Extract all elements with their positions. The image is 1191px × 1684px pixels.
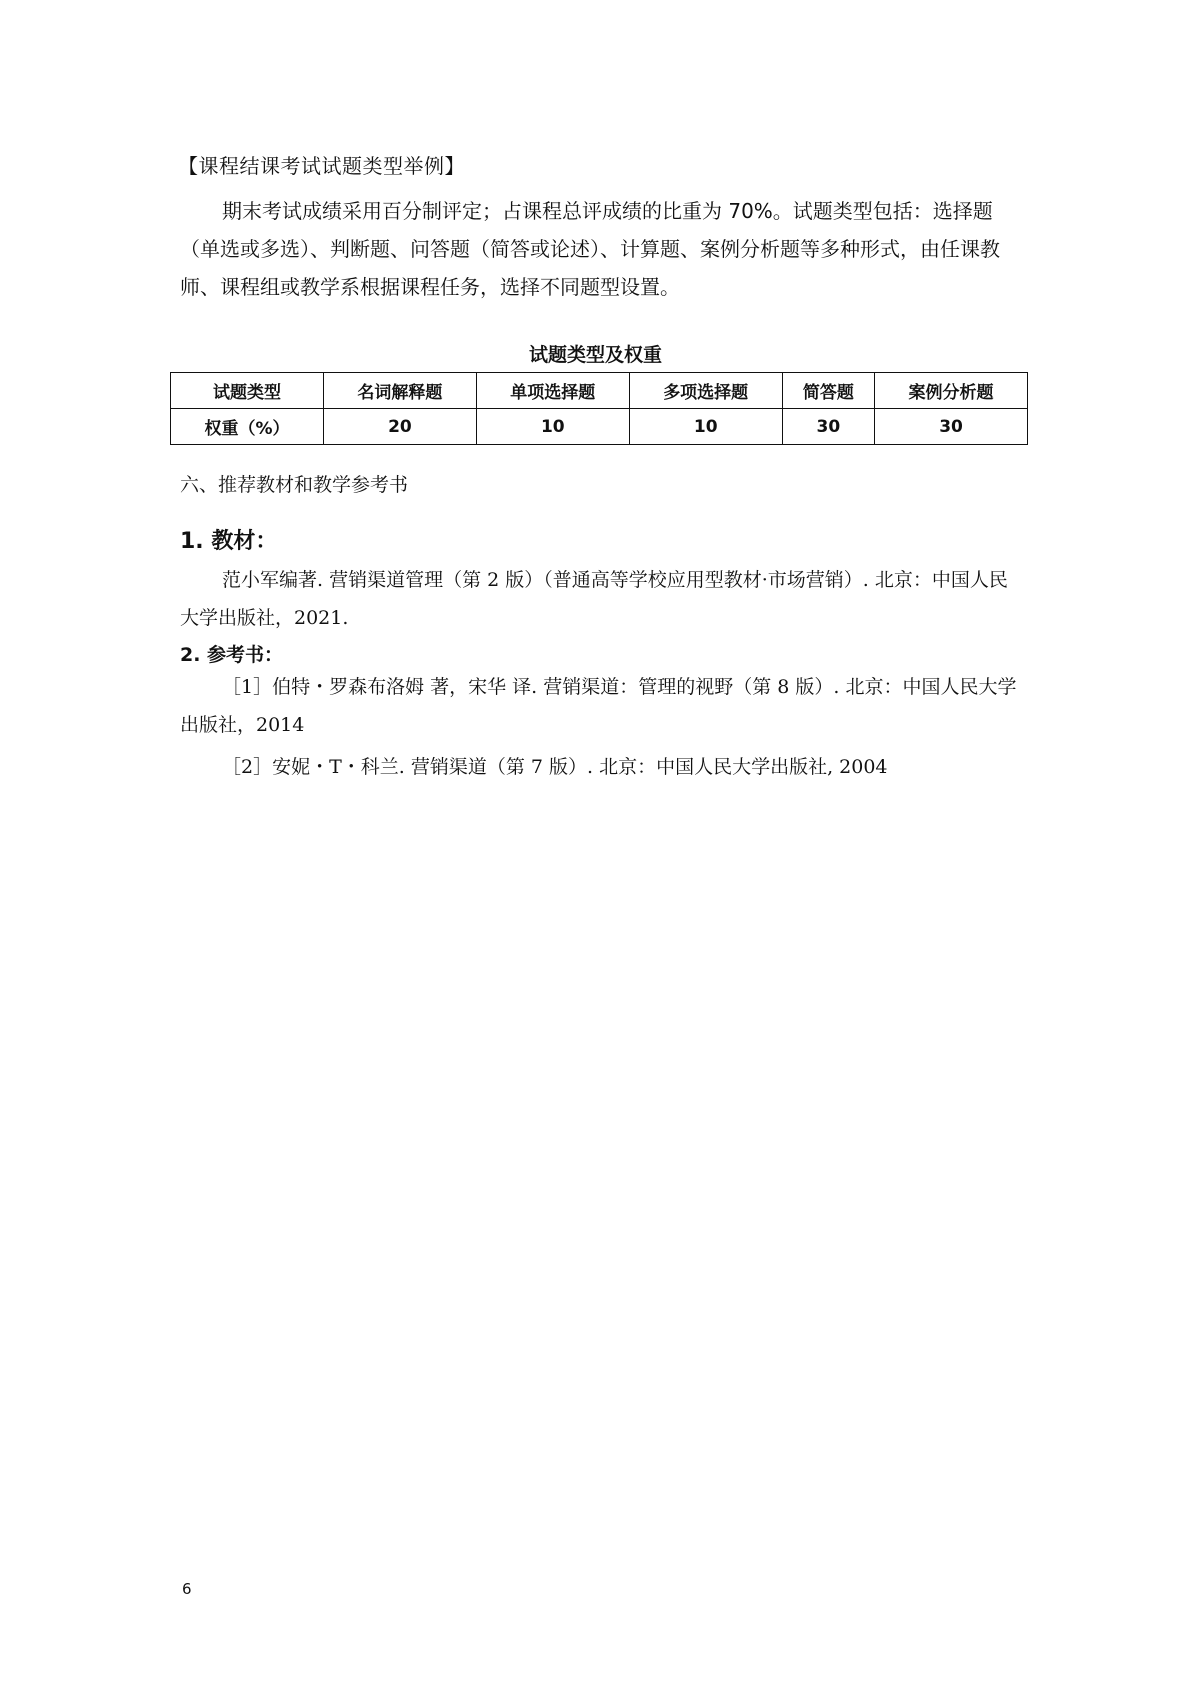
table-header-cell: 多项选择题: [629, 373, 782, 409]
table-title: 试题类型及权重: [528, 344, 662, 366]
references-label: 2. 参考书：: [180, 644, 284, 666]
table-cell: 权重（%）: [171, 409, 324, 445]
table-header-cell: 试题类型: [171, 373, 324, 409]
table-cell: 10: [476, 409, 629, 445]
table-header-cell: 单项选择题: [476, 373, 629, 409]
table-cell: 20: [323, 409, 476, 445]
weights-table: [170, 372, 1028, 445]
reference-item: [180, 668, 1020, 744]
reference-item-text: ［2］安妮・T・科兰. 营销渠道（第 7 版）. 北京：中国人民大学出版社, 2004: [222, 756, 888, 778]
textbook-entry: [180, 561, 1020, 637]
table-cell: 10: [629, 409, 782, 445]
intro-paragraph-text: 期末考试成绩采用百分制评定；占课程总评成绩的比重为 70%。试题类型包括：选择题（单选或多选）、判断题、问答题（简答或论述）、计算题、案例分析题等多种形式，由任课教师、课程组或教学系根据课程任务，选择不同题型设置。: [180, 199, 1000, 299]
section-six-title: 六、推荐教材和教学参考书: [180, 474, 409, 496]
page-number: 6: [182, 1580, 192, 1598]
table-header-cell: 名词解释题: [323, 373, 476, 409]
table-row: [171, 409, 1028, 445]
table-cell: 30: [782, 409, 874, 445]
table-header-cell: 简答题: [782, 373, 874, 409]
textbook-label: 1. 教材：: [180, 529, 278, 554]
exam-types-heading: 【课程结课考试试题类型举例】: [178, 154, 465, 178]
reference-item-text: ［1］伯特・罗森布洛姆 著，宋华 译. 营销渠道：管理的视野（第 8 版）. 北京：中国人民大学出版社，2014: [180, 676, 1017, 736]
table-header-cell: 案例分析题: [875, 373, 1028, 409]
table-header-row: [171, 373, 1028, 409]
intro-paragraph: [180, 192, 1020, 306]
textbook-entry-text: 范小军编著. 营销渠道管理（第 2 版）（普通高等学校应用型教材·市场营销）. 北京：中国人民大学出版社，2021.: [180, 569, 1008, 629]
reference-item: [180, 748, 1020, 786]
table-cell: 30: [875, 409, 1028, 445]
